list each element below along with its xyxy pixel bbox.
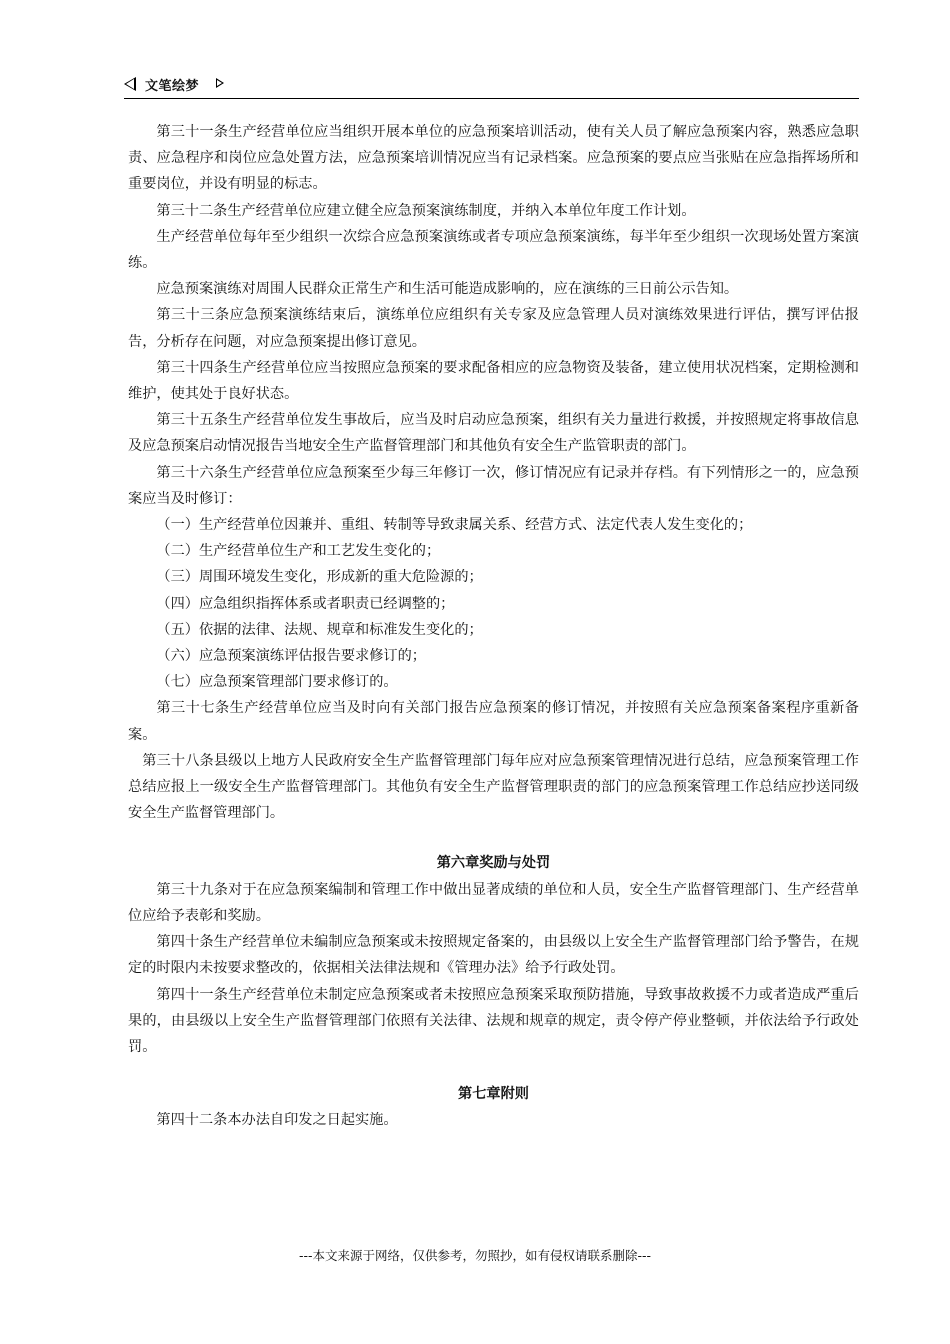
paragraph: 第三十五条生产经营单位发生事故后，应当及时启动应急预案，组织有关力量进行救援，并按照规定将事故信息及应急预案启动情况报告当地安全生产监督管理部门和其他负有安全生产监管职责的部门。 [128, 412, 859, 455]
spacer [128, 1060, 859, 1081]
paragraph: 第三十六条生产经营单位应急预案至少每三年修订一次，修订情况应有记录并存档。有下列情形之一的，应急预案应当及时修订： [128, 464, 859, 507]
paragraph: 第三十三条应急预案演练结束后，演练单位应组织有关专家及应急管理人员对演练效果进行评估，撰写评估报告，分析存在问题，对应急预案提出修订意见。 [128, 307, 859, 350]
list-item: （五）依据的法律、法规、规章和标准发生变化的； [156, 621, 483, 638]
paragraph: 第三十一条生产经营单位应当组织开展本单位的应急预案培训活动，使有关人员了解应急预案内容，熟悉应急职责、应急程序和岗位应急处置方法，应急预案培训情况应当有记录档案。应急预案的要点应当张贴在应急指挥场所和重要岗位，并设有明显的标志。 [128, 124, 859, 193]
paragraph: 第四十条生产经营单位未编制应急预案或未按照规定备案的，由县级以上安全生产监督管理部门给予警告，在规定的时限内未按要求整改的，依据相关法律法规和《管理办法》给予行政处罚。 [128, 934, 859, 977]
list-item: （七）应急预案管理部门要求修订的。 [156, 674, 398, 691]
list-item: （二）生产经营单位生产和工艺发生变化的； [156, 543, 441, 560]
page-footer: ---本文来源于网络，仅供参考，勿照抄，如有侵权请联系删除--- [298, 1248, 652, 1263]
paragraph: 第三十七条生产经营单位应当及时向有关部门报告应急预案的修订情况，并按照有关应急预案备案程序重新备案。 [128, 700, 859, 743]
left-triangle-icon [124, 77, 136, 91]
list-item: （三）周围环境发生变化，形成新的重大危险源的； [156, 569, 483, 586]
page-header [124, 74, 859, 99]
list-item: （四）应急组织指挥体系或者职责已经调整的； [156, 595, 455, 612]
paragraph: 生产经营单位每年至少组织一次综合应急预案演练或者专项应急预案演练，每半年至少组织一次现场处置方案演练。 [128, 228, 859, 272]
paragraph: 第四十二条本办法自印发之日起实施。 [156, 1112, 398, 1129]
paragraph: 第四十一条生产经营单位未制定应急预案或者未按照应急预案采取预防措施，导致事故救援不力或者造成严重后果的，由县级以上安全生产监督管理部门依照有关法律、法规和规章的规定，责令停产停业整顿，并依法给予行政处罚。 [128, 986, 859, 1055]
paragraph: 第三十八条县级以上地方人民政府安全生产监督管理部门每年应对应急预案管理情况进行总结，应急预案管理工作总结应报上一级安全生产监督管理部门。其他负有安全生产监督管理职责的部门的应急预案管理工作总结应抄送同级安全生产监督管理部门。 [128, 752, 859, 822]
chapter-seven-title: 第七章附则 [458, 1086, 529, 1103]
paragraph: 第三十二条生产经营单位应建立健全应急预案演练制度，并纳入本单位年度工作计划。 [156, 202, 696, 219]
list-item: （六）应急预案演练评估报告要求修订的； [156, 648, 426, 665]
right-triangle-icon [216, 78, 224, 88]
brand-name: 文笔绘梦 [145, 79, 200, 94]
chapter-six-title: 第六章奖励与处罚 [436, 855, 551, 872]
document-body [128, 119, 859, 1134]
paragraph: 第三十四条生产经营单位应当按照应急预案的要求配备相应的应急物资及装备，建立使用状况档案，定期检测和维护，使其处于良好状态。 [128, 359, 859, 403]
list-item: （一）生产经营单位因兼并、重组、转制等导致隶属关系、经营方式、法定代表人发生变化的； [156, 517, 753, 534]
spacer [128, 826, 859, 850]
paragraph: 第三十九条对于在应急预案编制和管理工作中做出显著成绩的单位和人员，安全生产监督管理部门、生产经营单位应给予表彰和奖励。 [128, 881, 859, 924]
paragraph: 应急预案演练对周围人民群众正常生产和生活可能造成影响的，应在演练的三日前公示告知。 [156, 281, 739, 298]
